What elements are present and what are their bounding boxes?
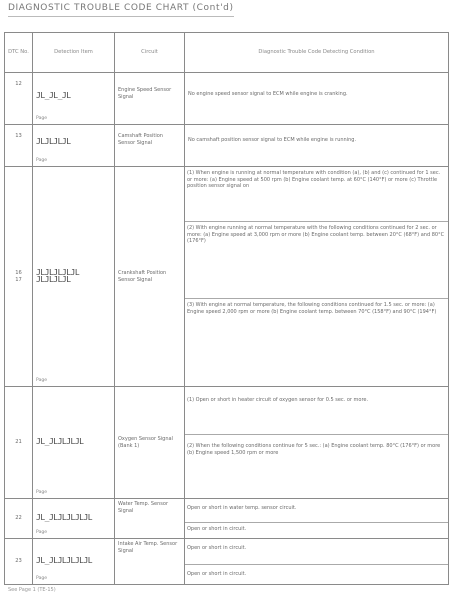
code-glyph: JL_JLJLJLJLJL xyxy=(36,556,93,566)
code-glyph: JL_JLJLJLJL xyxy=(36,437,84,447)
page-ref: Page xyxy=(36,530,48,536)
header-condition: Diagnostic Trouble Code Detecting Condition xyxy=(185,33,449,73)
dtc-table xyxy=(4,32,449,585)
code-glyph: JLJLJLJL xyxy=(36,137,71,146)
table-row xyxy=(5,499,449,539)
header-circuit: Circuit xyxy=(115,33,185,73)
table-row xyxy=(5,539,449,585)
detection-item: Oxygen Sensor Signal (Bank 1) xyxy=(115,387,185,499)
page-ref: Page xyxy=(36,158,48,164)
code-glyph: JL_JLJLJLJLJL xyxy=(36,513,93,523)
header-code: DTC No. xyxy=(5,33,33,73)
detection-item: Camshaft Position Sensor Signal xyxy=(115,125,185,167)
dtc-code: 13 xyxy=(15,133,22,139)
footer-note: See Page 1 (TE-15) xyxy=(8,587,56,593)
table-row xyxy=(5,73,449,125)
condition-text: Open or short in water temp. sensor circuit. xyxy=(187,505,297,511)
condition-text: (2) With engine running at normal temperature with the following conditions continued for 2 sec. or more: (a) Engine speed at 3,000 rpm or more (b) Engine coolant temp. between 20°C (68°F) and 80°C (176°F) xyxy=(185,221,448,298)
condition-text: No camshaft position sensor signal to ECM while engine is running. xyxy=(188,137,357,143)
dtc-code: 21 xyxy=(15,439,22,446)
code-glyph: JLJLJLJLJL JLJLJLJL xyxy=(36,267,80,284)
code-glyph: JL_JL_JL xyxy=(36,91,71,100)
detection-item: Water Temp. Sensor Signal xyxy=(118,501,169,514)
page-ref: Page xyxy=(36,576,48,582)
dtc-code: 16 17 xyxy=(15,269,22,283)
condition-text: (3) With engine at normal temperature, the following conditions continued for 1.5 sec. or more: (a) Engine speed 2,000 rpm or more (b) Engine coolant temp. between 70°C (158°F) and 90°C (194°F) xyxy=(185,298,448,318)
page-title: DIAGNOSTIC TROUBLE CODE CHART (Cont'd) xyxy=(8,3,234,17)
table-row xyxy=(5,125,449,167)
table-header-row xyxy=(5,33,449,73)
condition-text: Open or short in circuit. xyxy=(185,522,448,536)
condition-text: (1) Open or short in heater circuit of oxygen sensor for 0.5 sec. or more. xyxy=(187,397,369,403)
dtc-code: 23 xyxy=(15,558,22,565)
page-ref: Page xyxy=(36,378,48,384)
condition-text: (2) When the following conditions continue for 5 sec.: (a) Engine coolant temp. 80°C (176°F) or more (b) Engine speed 1,500 rpm or more xyxy=(185,434,448,459)
dtc-code: 12 xyxy=(15,81,22,87)
page-ref: Page xyxy=(36,490,48,496)
detection-item: Crankshaft Position Sensor Signal xyxy=(115,167,185,387)
detection-item: Engine Speed Sensor Signal xyxy=(115,73,185,125)
condition-text: No engine speed sensor signal to ECM while engine is cranking. xyxy=(188,91,348,97)
condition-text: (1) When engine is running at normal temperature with condition (a), (b) and (c) continued for 1 sec. or more: (a) Engine speed at 500 rpm (b) Engine coolant temp. at 60°C (140°F) or more (c) Throttle position sensor signal on xyxy=(187,170,441,190)
table-row xyxy=(5,167,449,387)
condition-text: Open or short in circuit. xyxy=(185,564,448,581)
condition-text: Open or short in circuit. xyxy=(187,545,247,551)
table-row xyxy=(5,387,449,499)
page-ref: Page xyxy=(36,116,48,122)
dtc-code: 22 xyxy=(15,515,22,522)
detection-item: Intake Air Temp. Sensor Signal xyxy=(115,539,185,585)
header-item: Detection Item xyxy=(33,33,115,73)
